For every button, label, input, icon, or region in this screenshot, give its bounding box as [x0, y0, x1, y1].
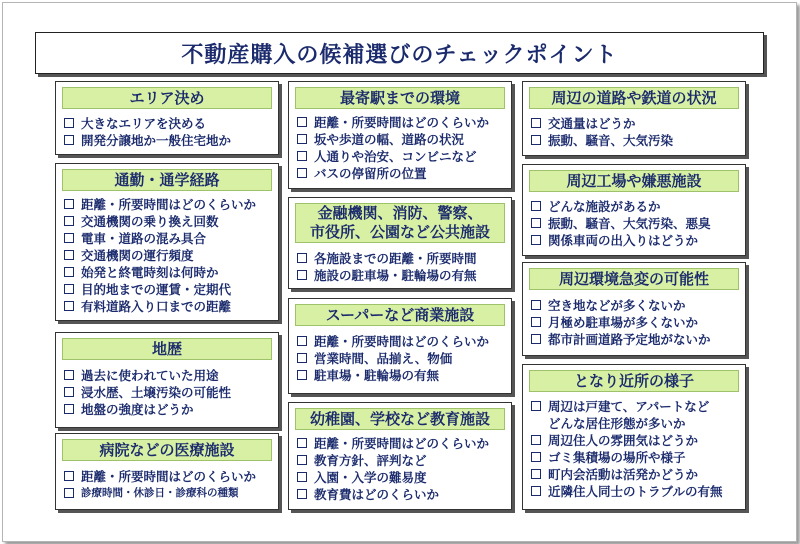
checkbox-icon[interactable]: [64, 404, 74, 414]
check-item[interactable]: 交通機関の乗り換え回数: [64, 213, 256, 230]
check-item[interactable]: 有料道路入り口までの距離: [64, 298, 256, 315]
check-item-continuation: どんな居住形態が多いか: [548, 416, 686, 431]
checkbox-icon[interactable]: [297, 151, 307, 161]
checkbox-icon[interactable]: [531, 401, 541, 411]
checkbox-icon[interactable]: [64, 216, 74, 226]
check-item[interactable]: 交通機関の運行頻度: [64, 247, 256, 264]
checkbox-icon[interactable]: [531, 435, 541, 445]
page-title: 不動産購入の候補選びのチェックポイント: [35, 32, 764, 74]
checklist: [297, 333, 489, 384]
checkbox-icon[interactable]: [531, 218, 541, 228]
check-item[interactable]: 目的地までの運賃・定期代: [64, 281, 256, 298]
card-heading: [295, 203, 505, 243]
checkbox-icon[interactable]: [297, 168, 307, 178]
check-item[interactable]: 教育方針、評判など: [297, 452, 489, 469]
check-item[interactable]: 診療時間・休診日・診療科の種類: [64, 485, 256, 502]
checkbox-icon[interactable]: [297, 455, 307, 465]
checkbox-icon[interactable]: [531, 201, 541, 211]
check-item[interactable]: 周辺住人の雰囲気はどうか: [531, 432, 723, 449]
checkbox-icon[interactable]: [297, 353, 307, 363]
checkbox-icon[interactable]: [297, 370, 307, 380]
checklist: [64, 196, 256, 315]
card-station: [288, 81, 512, 189]
checkbox-icon[interactable]: [64, 284, 74, 294]
checkbox-icon[interactable]: [531, 452, 541, 462]
check-item[interactable]: ゴミ集積場の場所や様子: [531, 449, 723, 466]
check-item[interactable]: 開発分譲地か一般住宅地か: [64, 132, 231, 149]
checkbox-icon[interactable]: [64, 267, 74, 277]
check-item[interactable]: 人通りや治安、コンビニなど: [297, 148, 489, 165]
checklist: [64, 115, 231, 149]
checklist: [297, 250, 477, 284]
checkbox-icon[interactable]: [64, 233, 74, 243]
card-education: [288, 402, 512, 510]
checkbox-icon[interactable]: [64, 199, 74, 209]
checkbox-icon[interactable]: [64, 370, 74, 380]
card-change: [522, 262, 746, 356]
check-item[interactable]: 都市計画道路予定地がないか: [531, 331, 711, 348]
check-item[interactable]: 交通量はどうか: [531, 115, 673, 132]
card-heading: となり近所の様子: [529, 370, 739, 392]
checkbox-icon[interactable]: [64, 387, 74, 397]
check-item[interactable]: 距離・所要時間はどのくらいか: [297, 114, 489, 131]
checkbox-icon[interactable]: [297, 336, 307, 346]
checkbox-icon[interactable]: [531, 334, 541, 344]
check-item[interactable]: 入園・入学の難易度: [297, 469, 489, 486]
checkbox-icon[interactable]: [531, 235, 541, 245]
card-neighbors: [522, 364, 746, 510]
card-heading: 最寄駅までの環境: [295, 87, 505, 109]
check-item[interactable]: バスの停留所の位置: [297, 165, 489, 182]
checkbox-icon[interactable]: [297, 438, 307, 448]
check-item[interactable]: 振動、騒音、大気汚染、悪臭: [531, 215, 711, 232]
check-item[interactable]: 周辺は戸建て、アパートなど: [531, 398, 723, 415]
checkbox-icon[interactable]: [64, 135, 74, 145]
checklist: [64, 367, 231, 418]
check-item[interactable]: 近隣住人同士のトラブルの有無: [531, 483, 723, 500]
checkbox-icon[interactable]: [64, 250, 74, 260]
card-heading: 地歴: [62, 338, 272, 360]
checkbox-icon[interactable]: [297, 270, 307, 280]
check-item[interactable]: どんな施設があるか: [531, 198, 711, 215]
card-heading: 周辺工場や嫌悪施設: [529, 170, 739, 192]
check-item[interactable]: 電車・道路の混み具合: [64, 230, 256, 247]
checkbox-icon[interactable]: [531, 486, 541, 496]
check-item[interactable]: 町内会活動は活発かどうか: [531, 466, 723, 483]
check-item[interactable]: 距離・所要時間はどのくらいか: [64, 468, 256, 485]
checklist: [297, 435, 489, 503]
check-item[interactable]: 関係車両の出入りはどうか: [531, 232, 711, 249]
check-item[interactable]: 地盤の強度はどうか: [64, 401, 231, 418]
check-item[interactable]: 大きなエリアを決める: [64, 115, 231, 132]
card-heading-line: 金融機関、消防、警察、: [317, 204, 483, 223]
card-area: [55, 81, 279, 155]
card-heading: 病院などの医療施設: [62, 439, 272, 461]
checkbox-icon[interactable]: [531, 317, 541, 327]
card-heading: 周辺の道路や鉄道の状況: [529, 87, 739, 109]
checkbox-icon[interactable]: [64, 118, 74, 128]
checklist: [531, 198, 711, 249]
checkbox-icon[interactable]: [297, 134, 307, 144]
check-item[interactable]: 駐車場・駐輪場の有無: [297, 367, 489, 384]
check-item[interactable]: 空き地などが多くないか: [531, 297, 711, 314]
check-item[interactable]: 月極め駐車場が多くないか: [531, 314, 711, 331]
checklist: [531, 297, 711, 348]
check-item[interactable]: 営業時間、品揃え、物価: [297, 350, 489, 367]
checklist: [531, 115, 673, 149]
checkbox-icon[interactable]: [531, 118, 541, 128]
check-item[interactable]: 浸水歴、土壌汚染の可能性: [64, 384, 231, 401]
card-medical: [55, 433, 279, 510]
checkbox-icon[interactable]: [531, 469, 541, 479]
checkbox-icon[interactable]: [531, 300, 541, 310]
checkbox-icon[interactable]: [297, 253, 307, 263]
card-commute: [55, 163, 279, 321]
checkbox-icon[interactable]: [531, 135, 541, 145]
check-item[interactable]: 施設の駐車場・駐輪場の有無: [297, 267, 477, 284]
card-heading: スーパーなど商業施設: [295, 304, 505, 326]
checkbox-icon[interactable]: [297, 117, 307, 127]
check-item[interactable]: 距離・所要時間はどのくらいか: [64, 196, 256, 213]
check-item[interactable]: 始発と終電時刻は何時か: [64, 264, 256, 281]
check-item[interactable]: 坂や歩道の幅、道路の状況: [297, 131, 489, 148]
check-item[interactable]: 教育費はどのくらいか: [297, 486, 489, 503]
card-roads: [522, 81, 746, 156]
card-heading: 幼稚園、学校など教育施設: [295, 408, 505, 430]
checklist: [531, 398, 723, 500]
checkbox-icon[interactable]: [297, 472, 307, 482]
check-item[interactable]: 距離・所要時間はどのくらいか: [297, 333, 489, 350]
checkbox-icon[interactable]: [297, 489, 307, 499]
card-heading: 通勤・通学経路: [62, 169, 272, 191]
checklist: [297, 114, 489, 182]
checklist: [64, 468, 256, 502]
card-public: [288, 197, 512, 289]
check-item[interactable]: 各施設までの距離・所要時間: [297, 250, 477, 267]
card-heading: エリア決め: [62, 87, 272, 109]
card-factory: [522, 164, 746, 256]
checkbox-icon[interactable]: [64, 471, 74, 481]
check-item[interactable]: 振動、騒音、大気汚染: [531, 132, 673, 149]
card-heading: 周辺環境急変の可能性: [529, 268, 739, 290]
checkbox-icon[interactable]: [64, 488, 74, 498]
card-shopping: [288, 298, 512, 394]
card-history: [55, 332, 279, 428]
checkbox-icon[interactable]: [64, 301, 74, 311]
check-item[interactable]: 過去に使われていた用途: [64, 367, 231, 384]
card-heading-line: 市役所、公園など公共施設: [309, 223, 490, 241]
check-item[interactable]: 距離・所要時間はどのくらいか: [297, 435, 489, 452]
